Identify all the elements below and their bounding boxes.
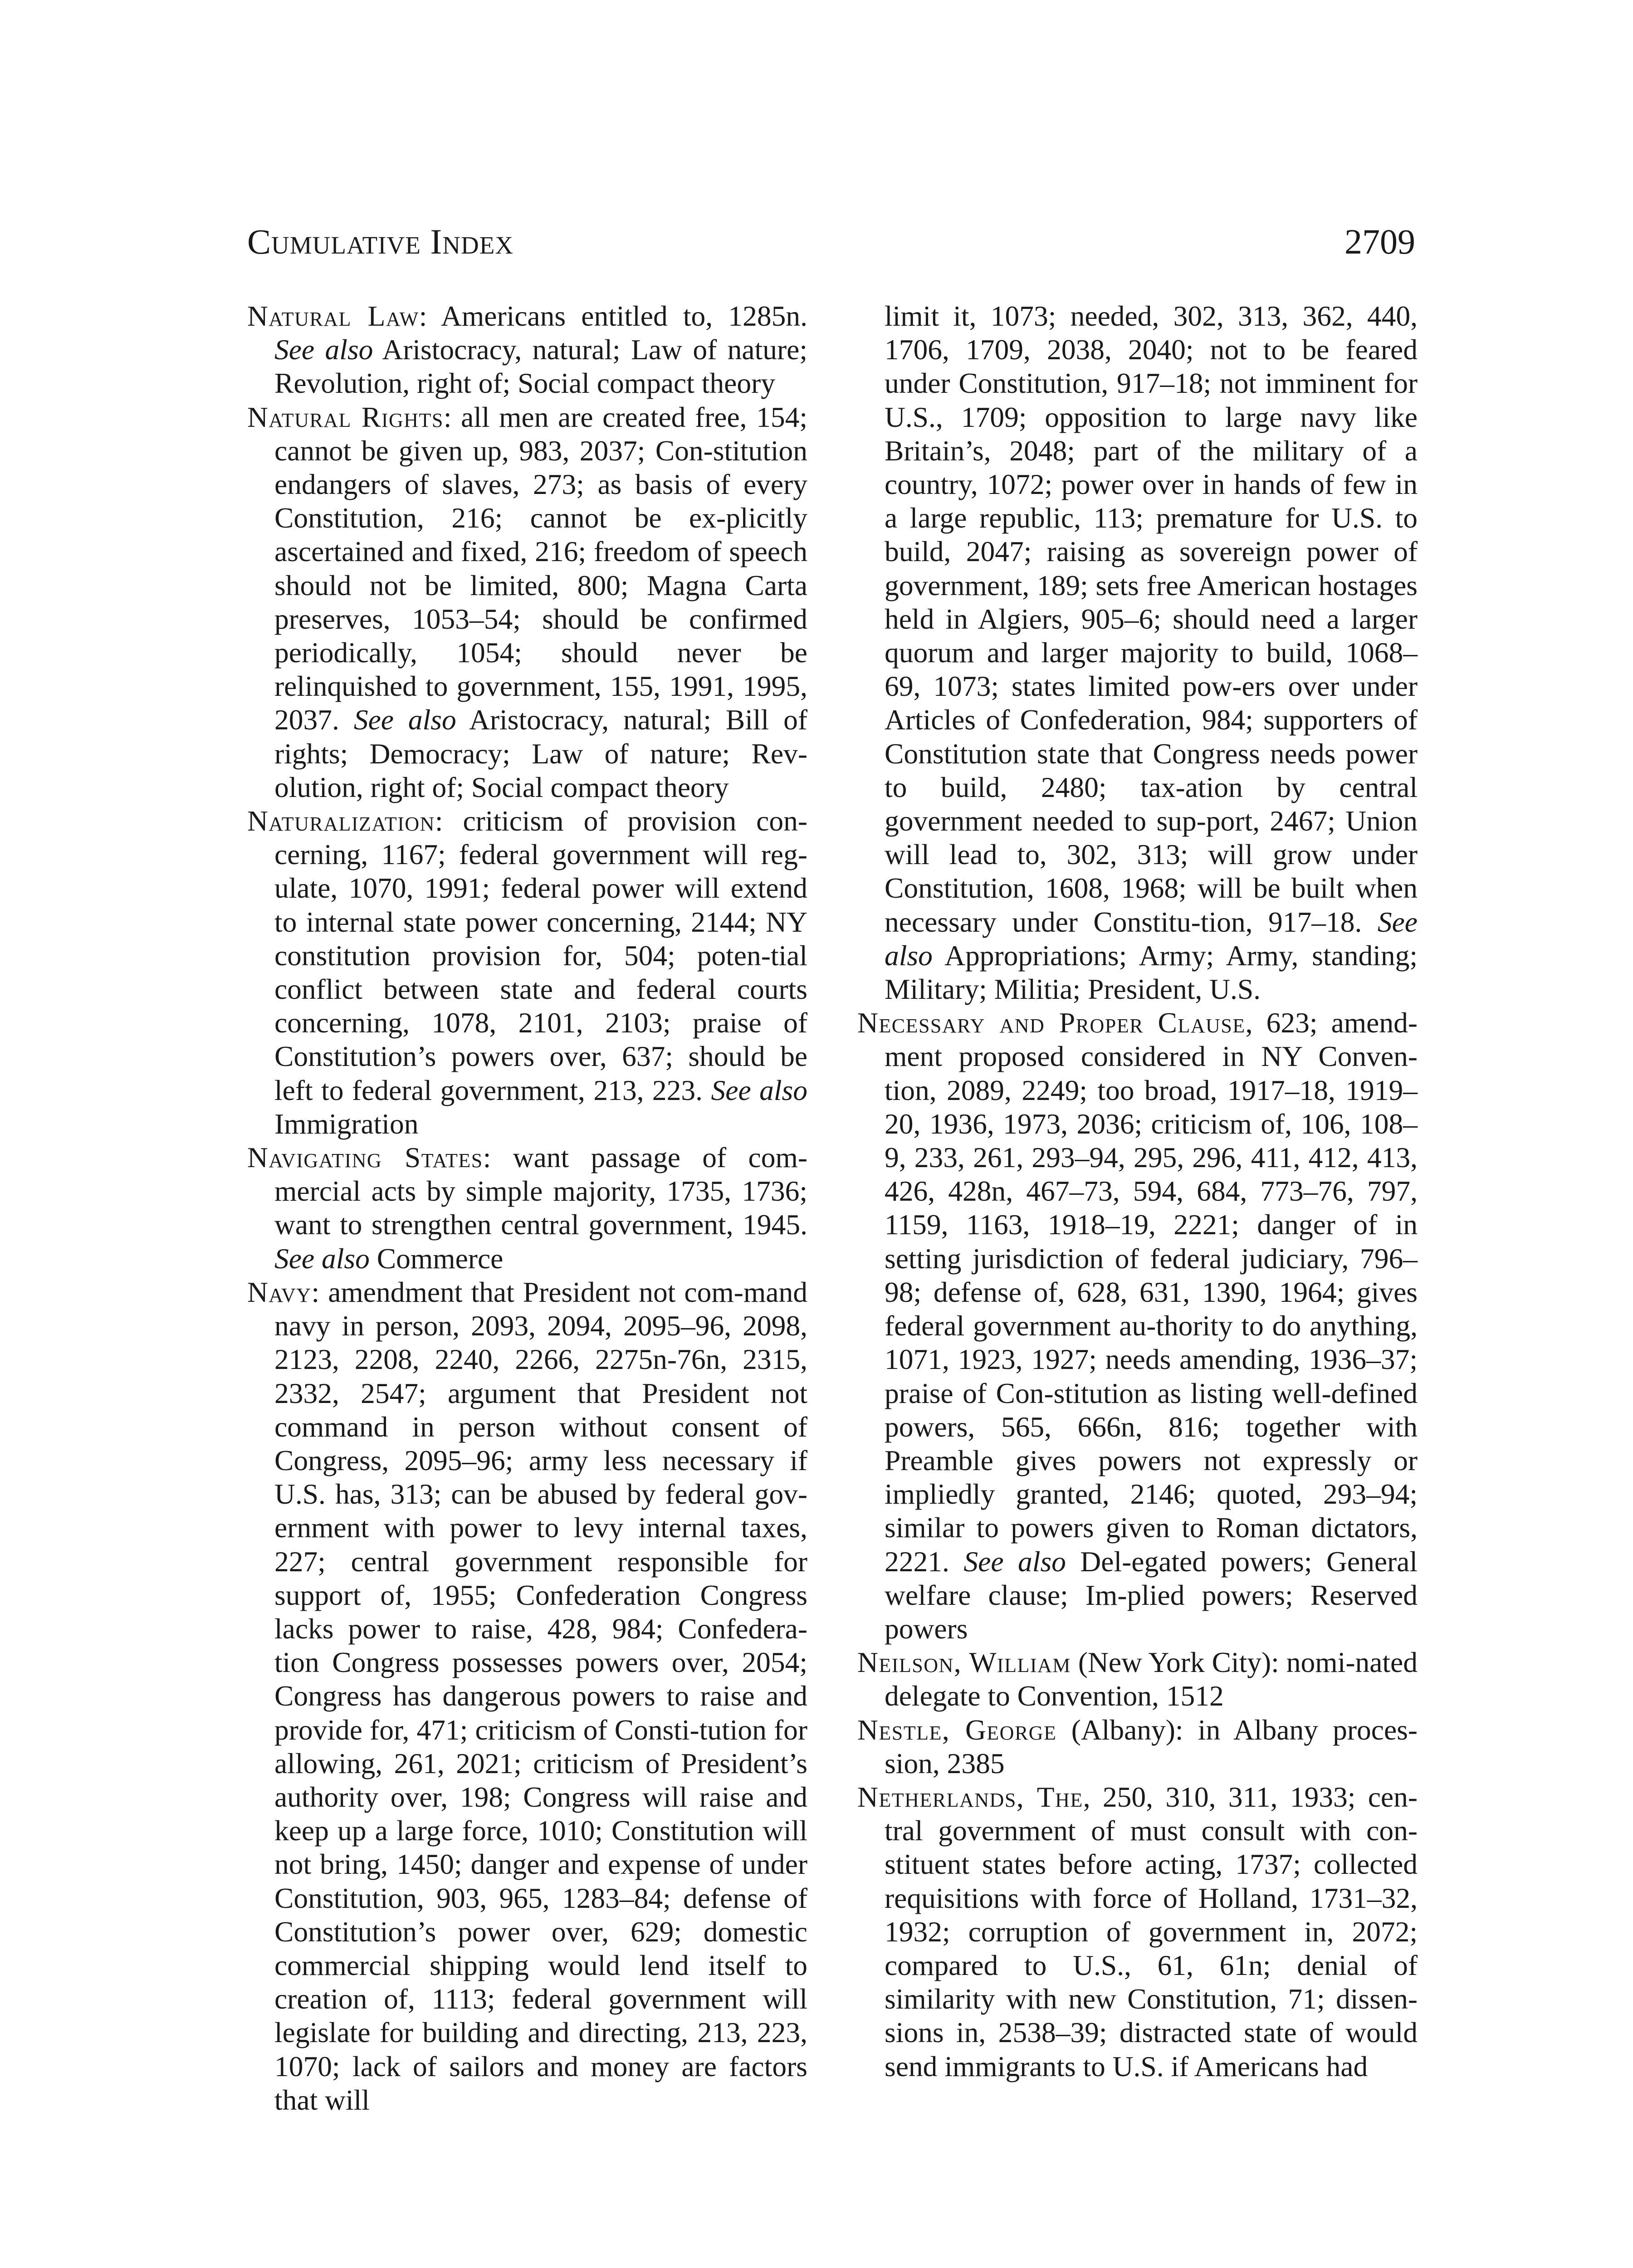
entry-heading: Natural Rights (247, 401, 444, 433)
see-also: See also (353, 704, 456, 736)
cross-references: Appropriations; Army; Army, standing; Military; Militia; President, U.S. (885, 939, 1418, 1006)
cross-references: Commerce (369, 1242, 504, 1275)
entry-text: : want passage of com-mercial acts by simple majority, 1735, 1736; want to strengthen central government, 1945. (274, 1141, 807, 1241)
index-entry-navigating-states (247, 1141, 807, 1276)
index-entry-nestle-george (857, 1713, 1418, 1780)
index-entry-naturalization (247, 804, 807, 1141)
index-entry-netherlands (857, 1780, 1418, 2083)
see-also: See also (963, 1545, 1066, 1578)
entry-heading: Netherlands, The (857, 1780, 1083, 1813)
entry-text: limit it, 1073; needed, 302, 313, 362, 440, 1706, 1709, 2038, 2040; not to be feared under Constitution, 917–18; not imminent for U.S., 1709; opposition to large navy like Britain’s, 2048; part of the military of a country, 1072; power over in hands of few in a large republic, 113; premature for U.S. to build, 2047; raising as sovereign power of government, 189; sets free American hostages held in Algiers, 905–6; should need a larger quorum and larger majority to build, 1068–69, 1073; states limited pow-ers over under Articles of Confederation, 984; supporters of Constitution state that Congress needs power to build, 2480; tax-ation by central government needed to sup-port, 2467; Union will lead to, 302, 313; will grow under Constitution, 1608, 1968; will be built when necessary under Constitu-tion, 917–18. (885, 300, 1418, 938)
page-number: 2709 (1345, 222, 1415, 261)
entry-heading: Necessary and Proper Clause (857, 1007, 1246, 1039)
index-entry-natural-rights (247, 401, 807, 804)
see-also: See also (711, 1074, 807, 1106)
entry-text: : criticism of provision con-cerning, 1167; federal government will reg-ulate, 1070, 1991; federal power will extend to internal state power concerning, 2144; NY constitution provision for, 504; poten-tial conflict between state and federal courts concerning, 1078, 2101, 2103; praise of Constitution’s powers over, 637; should be left to federal government, 213, 223. (274, 805, 807, 1106)
index-entry-navy-continued (857, 299, 1418, 1006)
entry-heading: Nestle, George (857, 1713, 1057, 1746)
entry-text: : amendment that President not com-mand navy in person, 2093, 2094, 2095–96, 2098, 2123, 2208, 2240, 2266, 2275n-76n, 2315, 2332, 2547; argument that President not command in person without consent of Congress, 2095–96; army less necessary if U.S. has, 313; can be abused by federal gov-ernment with power to levy internal taxes, 227; central government responsible for support of, 1955; Confederation Congress lacks power to raise, 428, 984; Confedera-tion Congress possesses powers over, 2054; Congress has dangerous powers to raise and provide for, 471; criticism of Consti-tution for allowing, 261, 2021; criticism of President’s authority over, 198; Congress will raise and keep up a large force, 1010; Constitution will not bring, 1450; danger and expense of under Constitution, 903, 965, 1283–84; defense of Constitution’s power over, 629; domestic commercial shipping would lend itself to creation of, 1113; federal government will legislate for building and directing, 213, 223, 1070; lack of sailors and money are factors that will (274, 1276, 807, 2116)
see-also: See also (274, 1242, 370, 1275)
entry-text: : all men are created free, 154; cannot be given up, 983, 2037; Con-stitution endangers of slaves, 273; as basis of every Constitution, 216; cannot be ex-plicitly ascertained and fixed, 216; freedom of speech should not be limited, 800; Magna Carta preserves, 1053–54; should be confirmed periodically, 1054; should never be relinquished to government, 155, 1991, 1995, 2037. (274, 401, 807, 736)
entry-text: (New York City): nomi-nated delegate to Convention, 1512 (885, 1646, 1418, 1712)
index-entry-neilson-william (857, 1646, 1418, 1713)
see-also: See also (274, 333, 373, 366)
entry-heading: Navy (247, 1276, 312, 1308)
index-column-right (857, 299, 1418, 2083)
entry-text: (Albany): in Albany proces-sion, 2385 (885, 1713, 1418, 1779)
entry-heading: Natural Law (247, 300, 419, 332)
entry-text: , 623; amend-ment proposed considered in NY Conven-tion, 2089, 2249; too broad, 1917–18, 1919–20, 1936, 1973, 2036; criticism of, 106, 108–9, 233, 261, 293–94, 295, 296, 411, 412, 413, 426, 428n, 467–73, 594, 684, 773–76, 797, 1159, 1163, 1918–19, 2221; danger of in setting jurisdiction of federal judiciary, 796–98; defense of, 628, 631, 1390, 1964; gives federal government au-thority to do anything, 1071, 1923, 1927; needs amending, 1936–37; praise of Con-stitution as listing well-defined powers, 565, 666n, 816; together with Preamble gives powers not expressly or impliedly granted, 2146; quoted, 293–94; similar to powers given to Roman dictators, 2221. (885, 1007, 1418, 1578)
cross-references: Aristocracy, natural; Bill of rights; Democracy; Law of nature; Rev-olution, right of; Social compact theory (274, 704, 807, 803)
running-title: Cumulative Index (247, 222, 514, 261)
cross-references: Aristocracy, natural; Law of nature; Revolution, right of; Social compact theory (274, 333, 807, 400)
index-column-left (247, 299, 807, 2117)
cross-references: Immigration (274, 1107, 419, 1140)
entry-text: , 250, 310, 311, 1933; cen-tral government of must consult with con-stituent states before acting, 1737; collected requisitions with force of Holland, 1731–32, 1932; corruption of government in, 2072; compared to U.S., 61, 61n; denial of similarity with new Constitution, 71; dissen-sions in, 2538–39; distracted state of would send immigrants to U.S. if Americans had (885, 1780, 1418, 2082)
entry-heading: Navigating States (247, 1141, 483, 1174)
running-header (247, 217, 1415, 267)
index-entry-natural-law (247, 299, 807, 401)
entry-heading: Neilson, William (857, 1646, 1071, 1679)
entry-text: : Americans entitled to, 1285n. (419, 300, 807, 332)
entry-heading: Naturalization (247, 805, 435, 837)
index-entry-necessary-and-proper-clause (857, 1006, 1418, 1646)
cross-references: Del-egated powers; General welfare clause; Im-plied powers; Reserved powers (885, 1545, 1418, 1645)
index-entry-navy (247, 1276, 807, 2117)
see-also: See also (885, 905, 1418, 972)
